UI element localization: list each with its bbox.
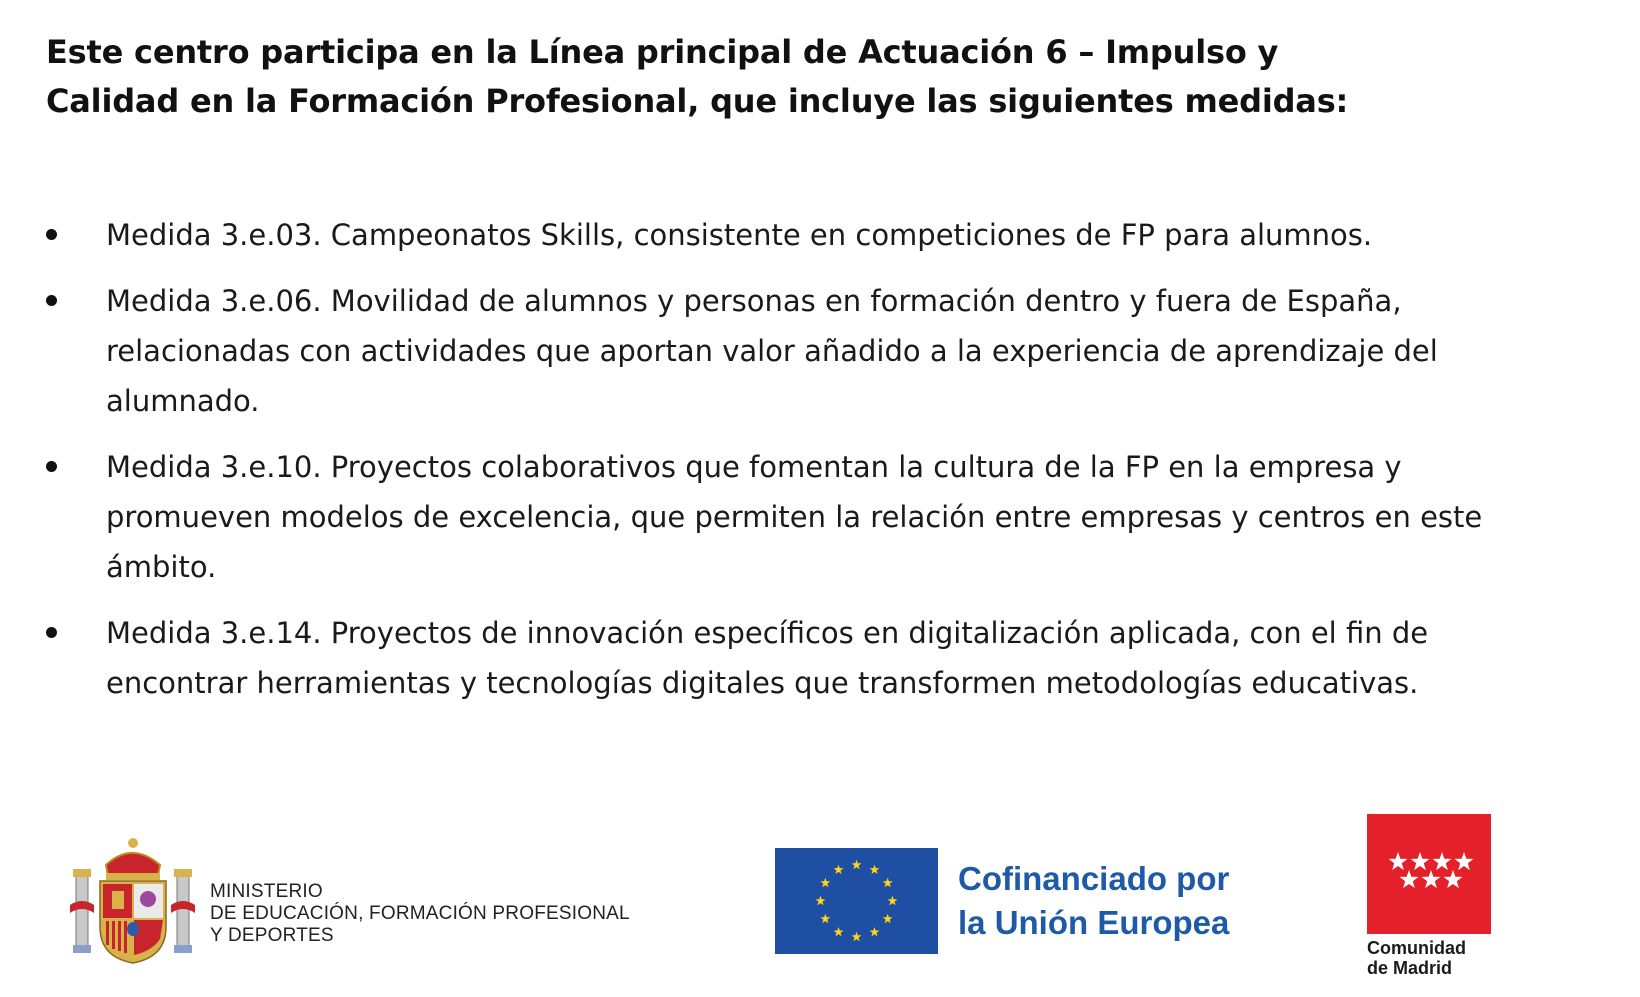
heading-line-2: Calidad en la Formación Profesional, que incluye las siguientes medidas: bbox=[46, 82, 1349, 120]
comunidad-de-madrid-text bbox=[1367, 938, 1491, 978]
comunidad-de-madrid-logo bbox=[1367, 814, 1491, 984]
coat-of-arms-of-spain-icon bbox=[70, 835, 195, 967]
bullet-icon bbox=[46, 295, 57, 306]
eu-cofinancing-text bbox=[958, 857, 1229, 945]
bullet-icon bbox=[46, 627, 57, 638]
madrid-text-line: Comunidad bbox=[1367, 938, 1466, 958]
madrid-flag-icon bbox=[1367, 814, 1491, 934]
eu-text-line: la Unión Europea bbox=[958, 904, 1230, 941]
bullet-icon bbox=[46, 229, 57, 240]
eu-cofinancing-logo bbox=[775, 848, 1275, 954]
measure-item-3e10 bbox=[0, 442, 1536, 592]
measure-text: Medida 3.e.06. Movilidad de alumnos y personas en formación dentro y fuera de España, relacionadas con actividades que aportan valor añadido a la experiencia de aprendizaje del alumnado. bbox=[106, 284, 1438, 418]
madrid-text-line: de Madrid bbox=[1367, 958, 1453, 978]
measure-text: Medida 3.e.03. Campeonatos Skills, consistente en competiciones de FP para alumnos. bbox=[106, 218, 1373, 252]
ministry-name-line: DE EDUCACIÓN, FORMACIÓN PROFESIONAL bbox=[210, 903, 630, 924]
measure-text: Medida 3.e.14. Proyectos de innovación específicos en digitalización aplicada, con el fin de encontrar herramientas y tecnologías digitales que transformen metodologías educativas. bbox=[106, 616, 1429, 700]
measure-text: Medida 3.e.10. Proyectos colaborativos que fomentan la cultura de la FP en la empresa y promueven modelos de excelencia, que permiten la relación entre empresas y centros en este ámbito. bbox=[106, 450, 1483, 584]
measure-item-3e14 bbox=[0, 608, 1536, 708]
ministry-name-line: MINISTERIO bbox=[210, 881, 323, 902]
ministry-name-line: Y DEPORTES bbox=[210, 925, 334, 946]
ministry-logo bbox=[70, 835, 690, 967]
eu-text-line: Cofinanciado por bbox=[958, 860, 1230, 897]
eu-flag-icon bbox=[775, 848, 938, 954]
measure-item-3e03 bbox=[0, 210, 1536, 260]
heading-line-1: Este centro participa en la Línea principal de Actuación 6 – Impulso y bbox=[46, 33, 1279, 71]
page-heading bbox=[46, 28, 1586, 126]
measures-list bbox=[0, 210, 1640, 724]
bullet-icon bbox=[46, 461, 57, 472]
ministry-name bbox=[210, 881, 630, 947]
measure-item-3e06 bbox=[0, 276, 1536, 426]
